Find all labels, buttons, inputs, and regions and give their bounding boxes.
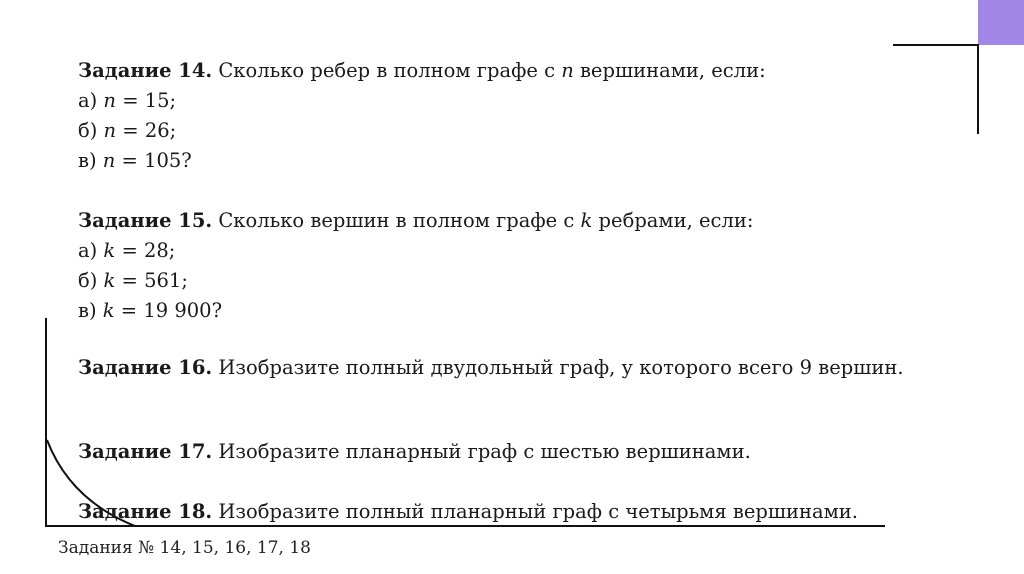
task-17-title: Задание 17.: [78, 440, 213, 463]
task-17-text: Изобразите планарный граф с шестью вершинами.: [212, 440, 751, 463]
footer-caption: Задания № 14, 15, 16, 17, 18: [58, 538, 311, 558]
task-18-text: Изобразите полный планарный граф с четырьмя вершинами.: [212, 500, 858, 523]
task-15-item-b: б) 𝑘 = 561;: [78, 269, 188, 292]
task-16: [78, 356, 948, 380]
task-16-title: Задание 16.: [78, 356, 213, 379]
task-18: [78, 497, 948, 527]
task-16-text: Изобразите полный двудольный граф, у которого всего 9 вершин.: [212, 356, 904, 379]
task-14-item-a: а) 𝑛 = 15;: [78, 89, 177, 112]
task-14-text: Сколько ребер в полном графе с 𝑛 вершинами, если:: [212, 59, 766, 82]
task-15-text: Сколько вершин в полном графе с 𝑘 ребрами, если:: [212, 209, 754, 232]
task-14-item-c: в) 𝑛 = 105?: [78, 149, 192, 172]
task-18-title: Задание 18.: [78, 500, 213, 523]
task-15-title: Задание 15.: [78, 209, 213, 232]
task-17: [78, 437, 948, 467]
task-14-title: Задание 14.: [78, 59, 213, 82]
task-15-item-a: а) 𝑘 = 28;: [78, 239, 176, 262]
task-14-item-b: б) 𝑛 = 26;: [78, 119, 177, 142]
task-15-item-c: в) 𝑘 = 19 900?: [78, 299, 223, 322]
task-14: [78, 56, 948, 176]
task-15: [78, 206, 948, 326]
